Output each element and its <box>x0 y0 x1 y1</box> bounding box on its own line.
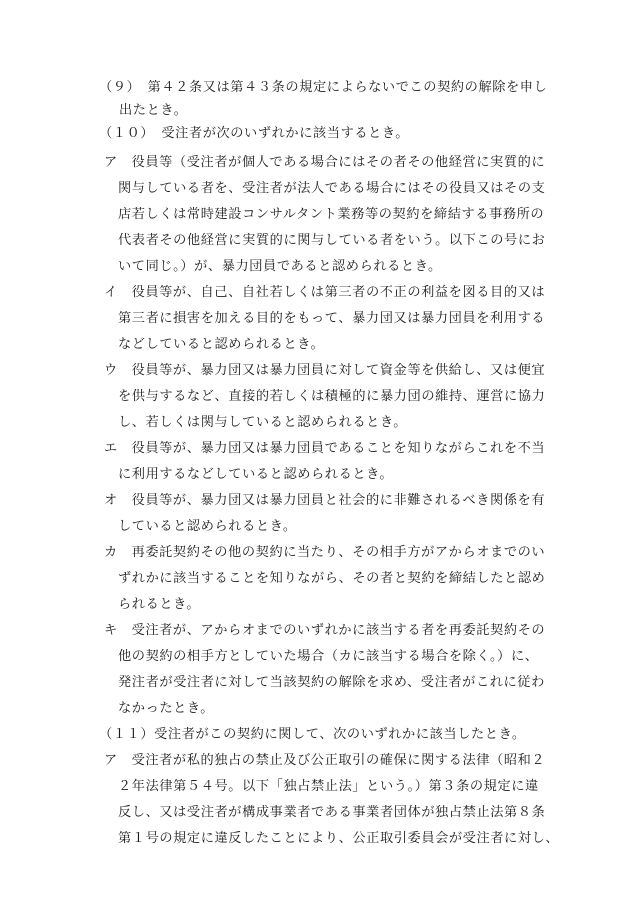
item-i-line-2: 第三者に損害を加える目的をもって、暴力団又は暴力団員を利用する <box>118 311 546 326</box>
item-ki-line-3: 発注者が受注者に対して当該契約の解除を求め、受注者がこれに従わ <box>118 675 545 690</box>
item-o-line-2: していると認められるとき。 <box>118 519 297 534</box>
item-ki-line-4: なかったとき。 <box>118 701 214 716</box>
item-ki-line-1: キ 受注者が、アからオまでのいずれかに該当する者を再委託契約その <box>104 623 546 638</box>
item-i-line-1: イ 役員等が、自己、自社若しくは第三者の不正の利益を図る目的又は <box>104 285 546 300</box>
item-e-line-2: に利用するなどしていると認められるとき。 <box>118 467 394 482</box>
item-a-line-2: 関与している者を、受注者が法人である場合にはその役員又はその支 <box>118 181 546 196</box>
item-e-line-1: エ 役員等が、暴力団又は暴力団員であることを知りながらこれを不当 <box>104 441 546 456</box>
clause-11-item-a-line-3: 反し、又は受注者が構成事業者である事業者団体が独占禁止法第８条 <box>118 805 546 820</box>
item-a-line-3: 店若しくは常時建設コンサルタント業務等の契約を締結する事務所の <box>118 207 545 222</box>
clause-11-item-a-line-2: ２年法律第５４号。以下「独占禁止法」という。）第３条の規定に違 <box>118 779 539 794</box>
item-a-line-5: いて同じ。）が、暴力団員であると認められるとき。 <box>118 259 442 274</box>
clause-10-heading: （１０） 受注者が次のいずれかに該当するとき。 <box>99 126 409 141</box>
item-ki-line-2: 他の契約の相手方としていた場合（カに該当する場合を除く。）に、 <box>118 649 539 664</box>
item-ka-line-2: ずれかに該当することを知りながら、その者と契約を締結したと認め <box>118 571 546 586</box>
item-ka-line-1: カ 再委託契約その他の契約に当たり、その相手方がアからオまでのい <box>104 545 546 560</box>
clause-9-line-1: （９） 第４２条又は第４３条の規定によらないでこの契約の解除を申し <box>99 80 548 95</box>
item-u-line-2: を供与するなど、直接的若しくは積極的に暴力団の維持、運営に協力 <box>118 389 546 404</box>
clause-11-item-a-line-4: 第１号の規定に違反したことにより、公正取引委員会が受注者に対し、 <box>118 831 560 846</box>
item-a-line-4: 代表者その他経営に実質的に関与している者をいう。以下この号にお <box>118 233 546 248</box>
clause-9-line-2: 出たとき。 <box>119 103 188 118</box>
clause-11-item-a-line-1: ア 受注者が私的独占の禁止及び公正取引の確保に関する法律（昭和２ <box>104 753 546 768</box>
item-u-line-3: し、若しくは関与していると認められるとき。 <box>118 415 408 430</box>
item-a-line-1: ア 役員等（受注者が個人である場合にはその者その他経営に実質的に <box>104 155 546 170</box>
clause-11-heading: （１１）受注者がこの契約に関して、次のいずれかに該当したとき。 <box>99 727 526 742</box>
item-i-line-3: などしていると認められるとき。 <box>118 337 325 352</box>
item-u-line-1: ウ 役員等が、暴力団又は暴力団員に対して資金等を供給し、又は便宜 <box>104 363 546 378</box>
item-o-line-1: オ 役員等が、暴力団又は暴力団員と社会的に非難されるべき関係を有 <box>104 493 546 508</box>
item-ka-line-3: られるとき。 <box>118 597 201 612</box>
